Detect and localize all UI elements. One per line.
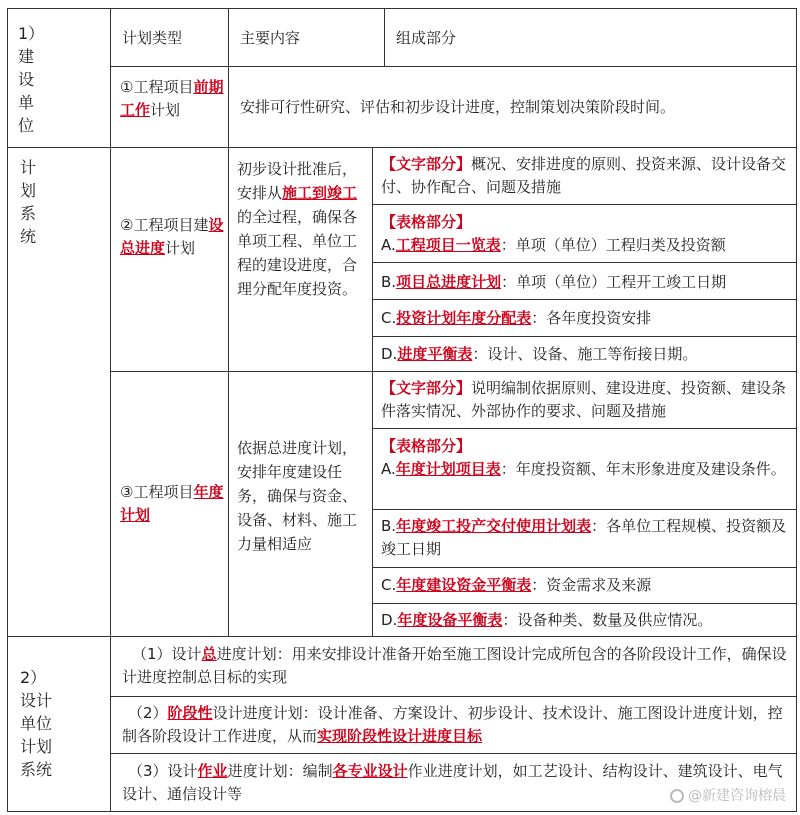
row2-label-suffix: 计划	[165, 239, 196, 257]
row2-item-b	[381, 271, 793, 294]
row2-item-a-name: 工程项目一览表	[395, 236, 501, 254]
row3-item-a-desc: ：年度投资额、年末形象进度及建设条件。	[500, 460, 786, 478]
row3-item-c-prefix: C.	[381, 576, 397, 594]
label-construction-unit: 1）建设单位	[18, 24, 37, 135]
row3-content: 依据总进度计划，安排年度建设任务，确保与资金、设备、材料、施工力量相适应	[237, 439, 358, 553]
row2-item-a	[381, 234, 793, 257]
design-p1-highlight: 总	[201, 645, 217, 663]
header-content: 主要内容	[240, 29, 301, 47]
row3-item-b	[381, 515, 793, 561]
row2-content-highlight: 施工到竣工	[282, 184, 358, 202]
row2-item-c	[381, 307, 793, 330]
row2-item-d-name: 进度平衡表	[397, 345, 473, 363]
row3-table-part	[381, 435, 793, 481]
row2-label-text: ②工程项目建	[120, 216, 209, 234]
row2-item-b-desc: ：单项（单位）工程开工竣工日期	[501, 273, 727, 291]
row3-item-a-prefix: A.	[381, 460, 396, 478]
row3-label-text: ③工程项目	[120, 483, 194, 501]
row3-item-a	[381, 458, 793, 481]
watermark-icon	[670, 789, 684, 803]
row2-content-text: 初步设计批准后，安排从	[237, 160, 358, 202]
header-type: 计划类型	[122, 29, 183, 47]
row3-item-b-desc: ：各单位工程规模、投资额及竣工日期	[381, 517, 787, 558]
row2-item-d-desc: ：设计、设备、施工等衔接日期。	[472, 345, 698, 363]
design-p1	[122, 643, 790, 689]
row2-content-suffix: 的全过程，确保各单项工程、单位工程的建设进度，合理分配年度投资。	[237, 208, 358, 298]
row2-item-b-prefix: B.	[381, 273, 397, 291]
design-p3-text: （3）设计	[128, 762, 198, 780]
design-p1-suffix: 进度计划：用来安排设计准备开始至施工图设计完成所包含的各阶段设计工作，确保设计进度控制总目标的实现	[122, 645, 787, 686]
row3-label-highlight: 年度计划	[120, 483, 224, 524]
label-plan-system: 计划系统	[20, 158, 37, 246]
design-p1-text: （1）设计	[132, 645, 202, 663]
row1-label-text: ①工程项目	[120, 78, 194, 96]
row1-type-label	[120, 76, 224, 122]
row2-item-a-prefix: A.	[381, 236, 396, 254]
row1-label-suffix: 计划	[150, 101, 181, 119]
design-p3-highlight: 作业	[197, 762, 228, 780]
design-p3-suffix: 作业进度计划，如工艺设计、结构设计、建筑设计、电气设计、通信设计等	[122, 762, 783, 803]
row3-item-d-prefix: D.	[381, 611, 398, 629]
row2-type-label	[120, 214, 224, 260]
row3-item-d-name: 年度设备平衡表	[397, 611, 503, 629]
row2-item-c-desc: ：各年度投资安排	[531, 309, 652, 327]
row2-table-part	[381, 211, 793, 257]
design-unit-label: 2）设计单位计划系统	[20, 668, 53, 779]
design-p2-mid: 设计进度计划：设计准备、方案设计、初步设计、技术设计、施工图设计进度计划，控制各阶段设计工作进度，从而	[122, 704, 783, 745]
row1-content: 安排可行性研究、评估和初步设计进度，控制策划决策阶段时间。	[240, 98, 676, 116]
row2-text-part	[381, 153, 793, 199]
row3-item-b-name: 年度竣工投产交付使用计划表	[396, 517, 592, 535]
label-design-unit	[20, 666, 60, 781]
row3-item-b-prefix: B.	[381, 517, 397, 535]
row3-text-tag: 【文字部分】	[381, 379, 472, 397]
row2-item-d-prefix: D.	[381, 345, 398, 363]
row3-item-c-desc: ：资金需求及来源	[531, 576, 652, 594]
row2-content	[237, 157, 361, 301]
design-p3-highlight2: 各专业设计	[332, 762, 408, 780]
row1-label-highlight: 前期工作	[120, 78, 224, 119]
row3-text-part	[381, 377, 793, 423]
row3-type-label	[120, 481, 224, 527]
header-parts: 组成部分	[396, 29, 457, 47]
row2-label-highlight: 设总进度	[120, 216, 224, 257]
row2-text-body: 概况、安排进度的原则、投资来源、设计设备交付、协作配合、问题及措施	[381, 155, 787, 196]
row2-item-a-desc: ：单项（单位）工程归类及投资额	[500, 236, 726, 254]
watermark	[670, 785, 786, 805]
row3-table-tag: 【表格部分】	[381, 437, 472, 455]
row2-text-tag: 【文字部分】	[381, 155, 472, 173]
design-p3-mid: 进度计划：编制	[227, 762, 333, 780]
design-p2-highlight: 阶段性	[167, 704, 213, 722]
row2-item-b-name: 项目总进度计划	[396, 273, 502, 291]
row3-item-c	[381, 574, 793, 597]
design-p2	[122, 702, 790, 748]
watermark-text: @新建咨询榕晨	[688, 788, 786, 804]
row2-item-c-name: 投资计划年度分配表	[396, 309, 532, 327]
row3-item-d-desc: ：设备种类、数量及供应情况。	[502, 611, 713, 629]
row3-item-c-name: 年度建设资金平衡表	[396, 576, 532, 594]
row3-item-d	[381, 609, 793, 632]
design-p2-highlight2: 实现阶段性设计进度目标	[317, 727, 483, 745]
row2-table-tag: 【表格部分】	[381, 213, 472, 231]
row3-item-a-name: 年度计划项目表	[395, 460, 501, 478]
row2-item-d	[381, 343, 793, 366]
row3-text-body: 说明编制依据原则、建设进度、投资额、建设条件落实情况、外部协作的要求、问题及措施	[381, 379, 787, 420]
design-p2-text: （2）	[128, 704, 168, 722]
row2-item-c-prefix: C.	[381, 309, 397, 327]
